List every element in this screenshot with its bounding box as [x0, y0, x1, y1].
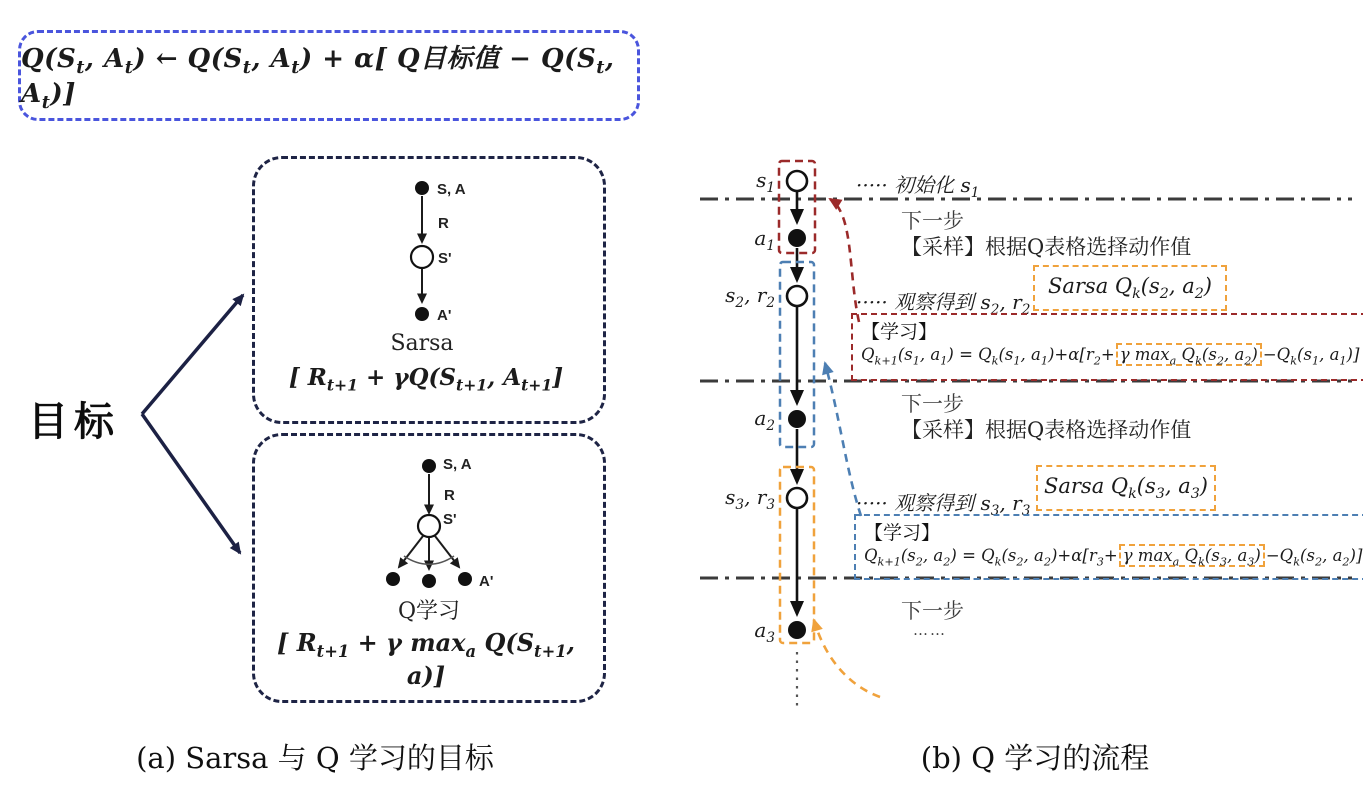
learn1-feedback-arrow: [830, 199, 859, 322]
q-label-aprime: A': [479, 573, 494, 590]
learn-formula-1: [861, 345, 1363, 367]
timeline-label-a2: $a_2$: [754, 406, 775, 434]
next-step-1: 下一步: [901, 209, 964, 233]
next-step-2: 下一步: [901, 392, 964, 416]
learn-box-1: [851, 313, 1363, 381]
learn-formula-1-post: $-Q_k(s_1$, $a_1$)]: [1262, 345, 1360, 368]
sarsa-alt-box-2: [1036, 465, 1216, 511]
caption-b: (b) Q 学习的流程: [920, 741, 1150, 775]
qlearning-target-formula: [ $R_{t+1} + \gamma$ $\max_a Q(S_{t+1}$, a)]: [277, 628, 575, 690]
update-rule-box: [18, 30, 640, 121]
learn-formula-2: [864, 546, 1363, 568]
learn-formula-2-post: $-Q_k(s_2$, $a_2$)]: [1265, 546, 1363, 569]
q-label-sa: S, A: [443, 456, 472, 473]
ellipsis-more: ……: [913, 621, 947, 639]
action-node-a2: [788, 410, 806, 428]
trajectory-chain: [787, 171, 807, 708]
sarsa-label-sa: S, A: [437, 181, 466, 198]
sarsa-label-r: R: [438, 215, 449, 232]
sarsa-alt-2-text: Sarsa $Q_k(s_3$, $a_3$): [1043, 473, 1208, 503]
timeline-label-s3r3: $s_3$, $r_3$: [725, 485, 775, 513]
learn-formula-2-pre: $Q_{k+1}(s_2$, $a_2) = Q_k(s_2$, $a_2)+\alpha[r_3+$: [864, 546, 1118, 569]
observe-note-1: ····· 观察得到 $s_2$, $r_2$: [856, 290, 1031, 318]
next-step-3: 下一步: [901, 599, 964, 623]
timeline-label-s2r2: $s_2$, $r_2$: [725, 283, 775, 311]
state-node-s2: [787, 286, 807, 306]
action-node-a1: [788, 229, 806, 247]
sarsa-label-sprime: S': [438, 250, 452, 267]
init-note: ····· 初始化 $s_1$: [856, 173, 980, 201]
q-label-r: R: [444, 487, 455, 504]
state-node-s1: [787, 171, 807, 191]
learn-formula-1-highlight: γ $\max_a Q_k(s_2$, $a_2$): [1116, 343, 1262, 366]
update-rule-formula: $Q(S_t$, $A_t$) ← $Q(S_t$, $A_t) + \alpha$[ Q目标值 − $Q(S_t$, $A_t$)]: [21, 44, 615, 113]
sarsa-label-aprime: A': [437, 307, 452, 324]
learn-label-1: 【学习】: [861, 321, 938, 343]
learn-formula-1-pre: $Q_{k+1}(s_1$, $a_1) = Q_k(s_1$, $a_1)+\alpha[r_2+$: [861, 345, 1115, 368]
qlearning-name: Q学习: [397, 599, 461, 624]
state-node-s3: [787, 488, 807, 508]
next-step-feedback-arrow: [814, 620, 880, 697]
learn-box-2: [854, 514, 1363, 580]
target-branch-arrows: [142, 295, 243, 553]
timeline-label-a3: $a_3$: [754, 618, 775, 646]
sarsa-name: Sarsa: [390, 331, 454, 356]
sample-step-1: 【采样】根据Q表格选择动作值: [901, 235, 1192, 259]
q-label-sprime: S': [443, 511, 457, 528]
learn-label-2: 【学习】: [864, 522, 941, 544]
timeline-label-a1: $a_1$: [754, 226, 775, 254]
observe-note-2: ····· 观察得到 $s_3$, $r_3$: [856, 491, 1031, 519]
sample-step-2: 【采样】根据Q表格选择动作值: [901, 418, 1192, 442]
feedback-arrows: [814, 199, 880, 697]
caption-a: (a) Sarsa 与 Q 学习的目标: [136, 741, 494, 775]
timeline-label-s1: $s_1$: [756, 168, 775, 196]
action-node-a3: [788, 621, 806, 639]
learn-formula-2-highlight: γ $\max_a Q_k(s_3$, $a_3$): [1119, 544, 1265, 567]
sarsa-target-formula: [ $R_{t+1} + \gamma Q(S_{t+1}$, $A_{t+1}$]: [288, 364, 564, 395]
sarsa-alt-1-text: Sarsa $Q_k(s_2$, $a_2$): [1047, 273, 1212, 303]
target-label: 目标: [28, 398, 120, 445]
sarsa-alt-box-1: [1033, 265, 1227, 311]
